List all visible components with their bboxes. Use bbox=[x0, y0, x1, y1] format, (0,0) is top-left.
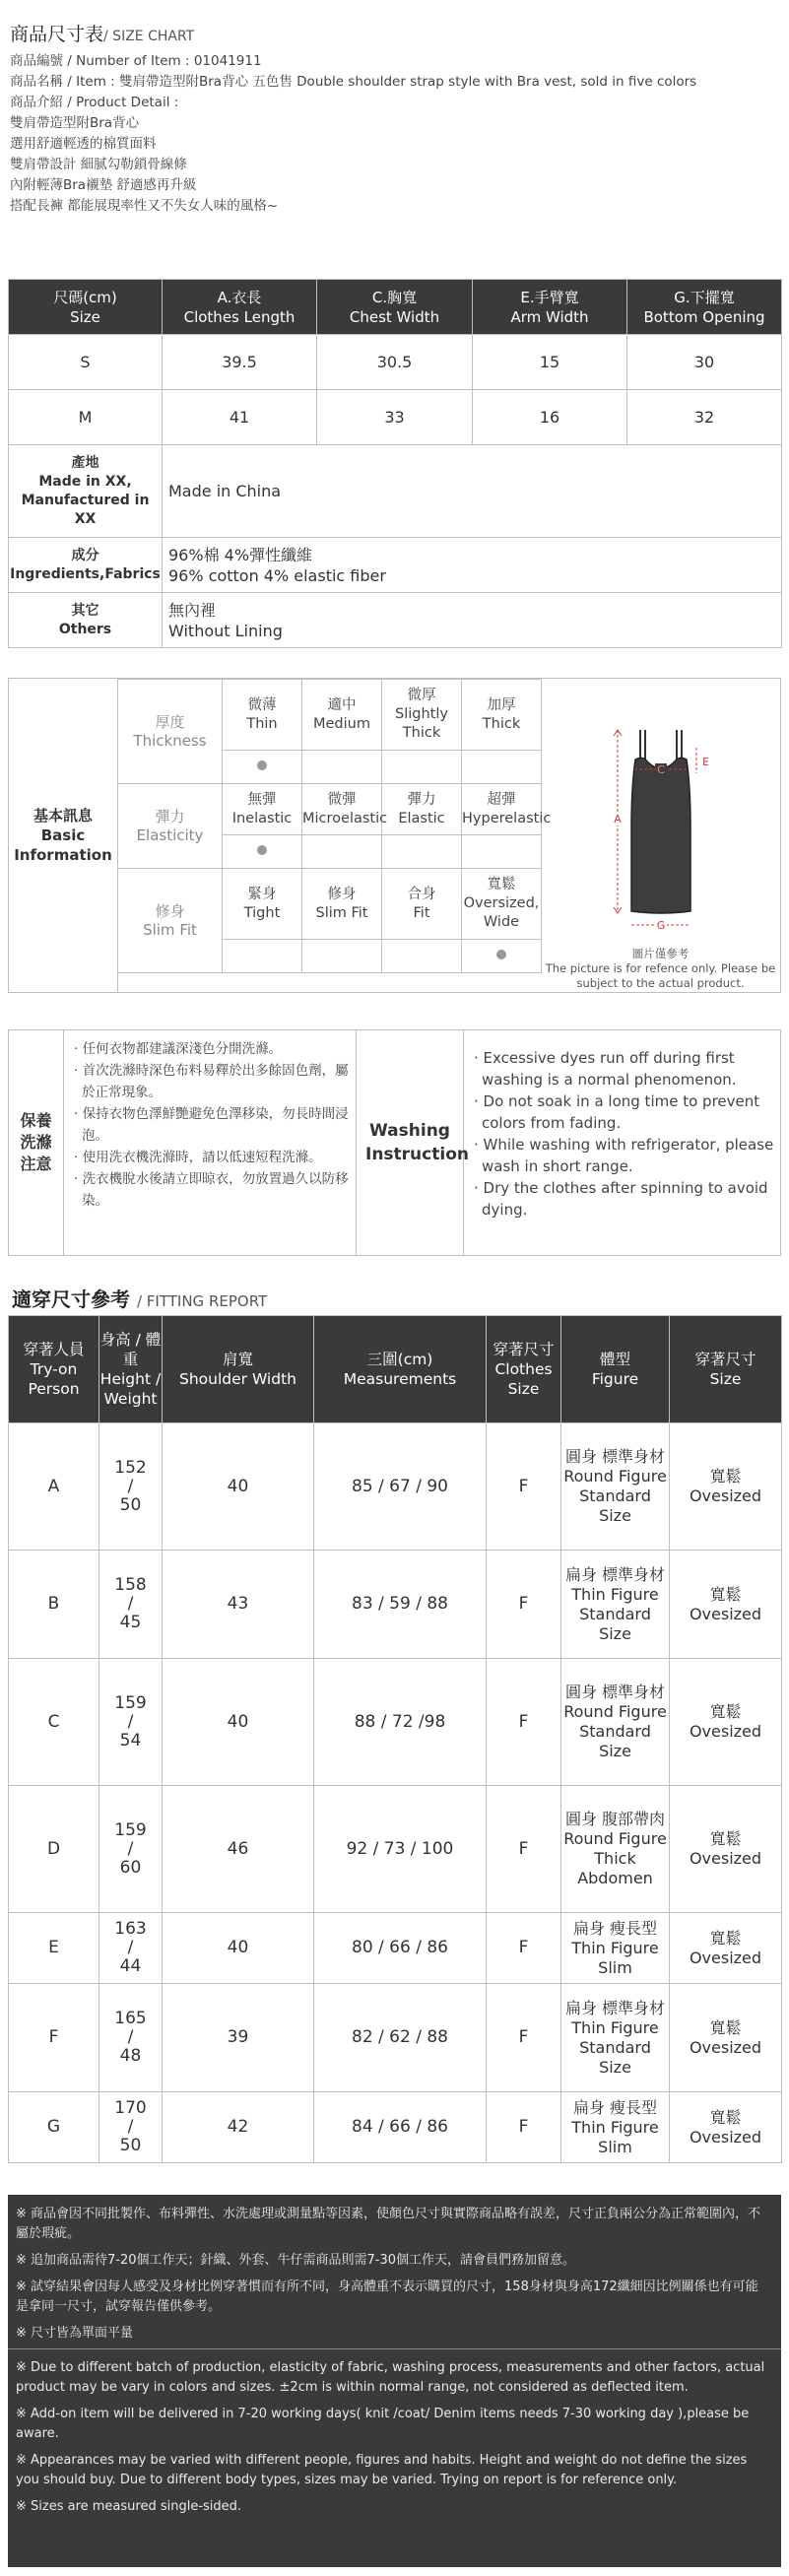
list-item: · Excessive dyes run off during first washing is a normal phenomenon. bbox=[474, 1049, 737, 1089]
note-item: ※ 追加商品需待7-20個工作天；針織、外套、牛仔需商品則需7-30個工作天，請會員們務加留意。 bbox=[16, 2253, 576, 2268]
indicator-cell bbox=[462, 835, 542, 869]
height-weight-cell: 159 / 60 bbox=[99, 1786, 163, 1913]
ingredients-row bbox=[9, 538, 782, 593]
info-line: 商品名稱 / Item : 雙肩帶造型附Bra背心 五色售 Double shoulder strap style with Bra vest, sold in five colors bbox=[10, 74, 697, 90]
dimension-a-label: A bbox=[614, 813, 622, 826]
fit-header: 三圍(cm) Measurements bbox=[314, 1316, 487, 1423]
table-row bbox=[9, 1551, 782, 1659]
elasticity-option: 超彈 Hyperelastic bbox=[462, 784, 542, 835]
height-weight-cell: 158 / 45 bbox=[99, 1551, 163, 1659]
measurements-cell: 82 / 62 / 88 bbox=[314, 1984, 487, 2092]
note-item: ※ 尺寸皆為單面平量 bbox=[16, 2326, 134, 2341]
table-row bbox=[9, 335, 782, 390]
figure-cell: 扁身 標準身材 Thin Figure Standard Size bbox=[561, 1551, 670, 1659]
height-weight-cell: 165 / 48 bbox=[99, 1984, 163, 2092]
table-row bbox=[9, 1659, 782, 1786]
value-cell: 16 bbox=[473, 390, 627, 445]
clothes-size-cell: F bbox=[487, 1423, 561, 1551]
figure-cell: 扁身 標準身材 Thin Figure Standard Size bbox=[561, 1984, 670, 2092]
wash-list-en bbox=[468, 1047, 778, 1221]
table-row bbox=[9, 1786, 782, 1913]
shoulder-cell: 40 bbox=[163, 1659, 314, 1786]
height-weight-cell: 159 / 54 bbox=[99, 1659, 163, 1786]
others-row bbox=[9, 593, 782, 648]
size-header: 尺碼(cm) Size bbox=[9, 280, 163, 335]
thickness-option: 加厚 Thick bbox=[462, 680, 542, 751]
attribute-grid bbox=[117, 679, 552, 973]
wash-list-zh bbox=[68, 1038, 349, 1212]
info-line: 內附輕薄Bra襯墊 舒適感再升級 bbox=[10, 177, 197, 193]
size-header: C.胸寬 Chest Width bbox=[317, 280, 473, 335]
value-cell: 30 bbox=[627, 335, 782, 390]
indicator-cell bbox=[223, 940, 302, 973]
list-item: · 保持衣物色澤鮮艷避免色澤移染，勿長時間浸泡。 bbox=[74, 1106, 349, 1144]
table-row bbox=[9, 1913, 782, 1984]
others-label: 其它 Others bbox=[9, 593, 163, 648]
product-info bbox=[10, 51, 778, 217]
size-header: G.下擺寬 Bottom Opening bbox=[627, 280, 782, 335]
thickness-option: 適中 Medium bbox=[302, 680, 382, 751]
person-cell: F bbox=[9, 1984, 99, 2092]
info-line: 搭配長褲 都能展現率性又不失女人味的風格~ bbox=[10, 198, 279, 214]
value-cell: 30.5 bbox=[317, 335, 473, 390]
note-item: ※ 商品會因不同批製作、布料彈性、水洗處理或測量點等因素，使顏色尺寸與實際商品略有誤差，尺寸正負兩公分為正常範圍內，不屬於瑕疵。 bbox=[16, 2207, 761, 2241]
tank-top-diagram-icon bbox=[541, 679, 780, 945]
info-line: 選用舒適輕透的棉質面料 bbox=[10, 136, 157, 152]
fit-size-cell: 寬鬆 Ovesized bbox=[670, 1913, 782, 1984]
value-cell: 15 bbox=[473, 335, 627, 390]
measurements-cell: 92 / 73 / 100 bbox=[314, 1786, 487, 1913]
page-title-zh: 商品尺寸表 bbox=[10, 24, 104, 45]
fit-size-cell: 寬鬆 Ovesized bbox=[670, 2092, 782, 2163]
figure-cell: 圓身 標準身材 Round Figure Standard Size bbox=[561, 1659, 670, 1786]
height-weight-cell: 152 / 50 bbox=[99, 1423, 163, 1551]
note-item: ※ Sizes are measured single-sided. bbox=[16, 2499, 242, 2514]
clothes-size-cell: F bbox=[487, 2092, 561, 2163]
size-cell: M bbox=[9, 390, 163, 445]
thickness-option: 微厚 Slightly Thick bbox=[382, 680, 462, 751]
origin-row bbox=[9, 445, 782, 538]
person-cell: C bbox=[9, 1659, 99, 1786]
dimension-c-label: C bbox=[657, 763, 665, 776]
others-value: 無內裡 Without Lining bbox=[163, 593, 782, 648]
list-item: · While washing with refrigerator, please wash in short range. bbox=[474, 1136, 774, 1175]
basic-info-label: 基本訊息 Basic Information bbox=[9, 679, 118, 992]
fit-header: 穿著尺寸 Size bbox=[670, 1316, 782, 1423]
thickness-label: 厚度 Thickness bbox=[118, 680, 223, 784]
value-cell: 39.5 bbox=[163, 335, 317, 390]
selected-dot-icon bbox=[257, 845, 267, 855]
info-line: 商品介紹 / Product Detail : bbox=[10, 95, 179, 110]
note-item: ※ 試穿結果會因每人感受及身材比例穿著慣而有所不同，身高體重不表示購買的尺寸，158身材與身高172纖細因比例關係也有可能是拿同一尺寸，試穿報告僅供參考。 bbox=[16, 2279, 758, 2314]
list-item: · Do not soak in a long time to prevent colors from fading. bbox=[474, 1092, 760, 1132]
shoulder-cell: 46 bbox=[163, 1786, 314, 1913]
note-item: ※ Add-on item will be delivered in 7-20 working days( knit /coat/ Denim items needs 7-30 working day ),please be aware. bbox=[16, 2407, 750, 2441]
figure-cell: 圓身 標準身材 Round Figure Standard Size bbox=[561, 1423, 670, 1551]
shoulder-cell: 43 bbox=[163, 1551, 314, 1659]
notes-en bbox=[16, 2358, 769, 2524]
table-row bbox=[9, 1984, 782, 2092]
figure-cell: 扁身 瘦長型 Thin Figure Slim bbox=[561, 1913, 670, 1984]
elasticity-option: 彈力 Elastic bbox=[382, 784, 462, 835]
figure-cell: 圓身 腹部帶肉 Round Figure Thick Abdomen bbox=[561, 1786, 670, 1913]
note-item: ※ Due to different batch of production, elasticity of fabric, washing process, measurements and other factors, actual product may be vary in colors and sizes. ±2cm is within normal range, not considered as deflected item. bbox=[16, 2360, 765, 2395]
slim-fit-label: 修身 Slim Fit bbox=[118, 869, 223, 973]
measurements-cell: 80 / 66 / 86 bbox=[314, 1913, 487, 1984]
size-header: E.手臂寬 Arm Width bbox=[473, 280, 627, 335]
indicator-cell bbox=[302, 751, 382, 784]
shoulder-cell: 39 bbox=[163, 1984, 314, 2092]
selected-dot-icon bbox=[496, 950, 506, 959]
notes-divider bbox=[8, 2348, 781, 2349]
person-cell: D bbox=[9, 1786, 99, 1913]
slim-fit-option: 緊身 Tight bbox=[223, 869, 302, 940]
list-item: · 洗衣機脫水後請立即晾衣，勿放置過久以防移染。 bbox=[74, 1171, 349, 1209]
shoulder-cell: 42 bbox=[163, 2092, 314, 2163]
fit-header: 身高 / 體重 Height / Weight bbox=[99, 1316, 163, 1423]
slim-fit-option: 合身 Fit bbox=[382, 869, 462, 940]
list-item: · 使用洗衣機洗滌時，請以低速短程洗滌。 bbox=[74, 1150, 322, 1165]
size-header: A.衣長 Clothes Length bbox=[163, 280, 317, 335]
dimension-g-label: G bbox=[656, 919, 666, 932]
indicator-cell bbox=[223, 751, 302, 784]
fit-size-cell: 寬鬆 Ovesized bbox=[670, 1423, 782, 1551]
info-line: 雙肩帶造型附Bra背心 bbox=[10, 115, 140, 131]
indicator-cell bbox=[462, 751, 542, 784]
size-cell: S bbox=[9, 335, 163, 390]
height-weight-cell: 163 / 44 bbox=[99, 1913, 163, 1984]
elasticity-label: 彈力 Elasticity bbox=[118, 784, 223, 869]
person-cell: A bbox=[9, 1423, 99, 1551]
page-title-sub: / SIZE CHART bbox=[103, 29, 195, 44]
table-row bbox=[9, 390, 782, 445]
indicator-cell bbox=[302, 835, 382, 869]
page-title bbox=[10, 20, 194, 46]
list-item: · 任何衣物都建議深淺色分開洗滌。 bbox=[74, 1041, 283, 1057]
fit-size-cell: 寬鬆 Ovesized bbox=[670, 1551, 782, 1659]
fit-header: 肩寬 Shoulder Width bbox=[163, 1316, 314, 1423]
shoulder-cell: 40 bbox=[163, 1913, 314, 1984]
slim-fit-option: 寬鬆 Oversized, Wide bbox=[462, 869, 542, 940]
fitting-title: 適穿尺寸參考 / FITTING REPORT bbox=[12, 1288, 268, 1311]
fitting-table bbox=[8, 1315, 782, 2163]
thickness-option: 微薄 Thin bbox=[223, 680, 302, 751]
list-item: · 首次洗滌時深色布料易釋於出多餘固色劑，屬於正常現象。 bbox=[74, 1063, 349, 1100]
ingredients-value: 96%棉 4%彈性纖維 96% cotton 4% elastic fiber bbox=[163, 538, 782, 593]
wash-label-en: Washing Instruction bbox=[356, 1030, 464, 1255]
measurements-cell: 84 / 66 / 86 bbox=[314, 2092, 487, 2163]
elasticity-option: 微彈 Microelastic bbox=[302, 784, 382, 835]
washing-instructions bbox=[8, 1029, 781, 1256]
figure-note: 圖片僅參考 The picture is for refence only. Please be subject to the actual product. bbox=[545, 947, 776, 990]
measurements-cell: 85 / 67 / 90 bbox=[314, 1423, 487, 1551]
fit-header: 體型 Figure bbox=[561, 1316, 670, 1423]
note-item: ※ Appearances may be varied with different people, figures and habits. Height and weight do not define the sizes you should buy. Due to different body types, sizes may be varied. Trying on report is for reference only. bbox=[16, 2453, 748, 2487]
list-item: · Dry the clothes after spinning to avoid dying. bbox=[474, 1179, 768, 1219]
garment-figure bbox=[541, 679, 780, 992]
fit-size-cell: 寬鬆 Ovesized bbox=[670, 1984, 782, 2092]
clothes-size-cell: F bbox=[487, 1659, 561, 1786]
person-cell: B bbox=[9, 1551, 99, 1659]
indicator-cell bbox=[302, 940, 382, 973]
fit-header: 穿著人員 Try-on Person bbox=[9, 1316, 99, 1423]
clothes-size-cell: F bbox=[487, 1984, 561, 2092]
value-cell: 41 bbox=[163, 390, 317, 445]
origin-label: 產地 Made in XX, Manufactured in XX bbox=[9, 445, 163, 538]
person-cell: G bbox=[9, 2092, 99, 2163]
table-row bbox=[9, 1423, 782, 1551]
shoulder-cell: 40 bbox=[163, 1423, 314, 1551]
info-line: 商品編號 / Number of Item : 01041911 bbox=[10, 53, 262, 69]
selected-dot-icon bbox=[257, 760, 267, 770]
fit-size-cell: 寬鬆 Ovesized bbox=[670, 1659, 782, 1786]
slim-fit-option: 修身 Slim Fit bbox=[302, 869, 382, 940]
figure-cell: 扁身 瘦長型 Thin Figure Slim bbox=[561, 2092, 670, 2163]
ingredients-label: 成分 Ingredients,Fabrics bbox=[9, 538, 163, 593]
clothes-size-cell: F bbox=[487, 1913, 561, 1984]
dimension-e-label: E bbox=[702, 756, 709, 768]
wash-label-zh: 保養洗滌注意 bbox=[9, 1030, 64, 1255]
person-cell: E bbox=[9, 1913, 99, 1984]
table-row bbox=[9, 2092, 782, 2163]
value-cell: 33 bbox=[317, 390, 473, 445]
clothes-size-cell: F bbox=[487, 1786, 561, 1913]
elasticity-option: 無彈 Inelastic bbox=[223, 784, 302, 835]
fit-size-cell: 寬鬆 Ovesized bbox=[670, 1786, 782, 1913]
measurements-cell: 83 / 59 / 88 bbox=[314, 1551, 487, 1659]
origin-value: Made in China bbox=[163, 445, 782, 538]
measurements-cell: 88 / 72 /98 bbox=[314, 1659, 487, 1786]
clothes-size-cell: F bbox=[487, 1551, 561, 1659]
indicator-cell bbox=[462, 940, 542, 973]
basic-information bbox=[8, 678, 781, 993]
notes-panel bbox=[8, 2195, 781, 2567]
indicator-cell bbox=[382, 751, 462, 784]
indicator-cell bbox=[382, 835, 462, 869]
indicator-cell bbox=[382, 940, 462, 973]
fit-header: 穿著尺寸 Clothes Size bbox=[487, 1316, 561, 1423]
indicator-cell bbox=[223, 835, 302, 869]
size-table bbox=[8, 279, 782, 648]
value-cell: 32 bbox=[627, 390, 782, 445]
height-weight-cell: 170 / 50 bbox=[99, 2092, 163, 2163]
info-line: 雙肩帶設計 細腻勾勒鎖骨線條 bbox=[10, 157, 187, 172]
notes-zh bbox=[16, 2205, 769, 2350]
